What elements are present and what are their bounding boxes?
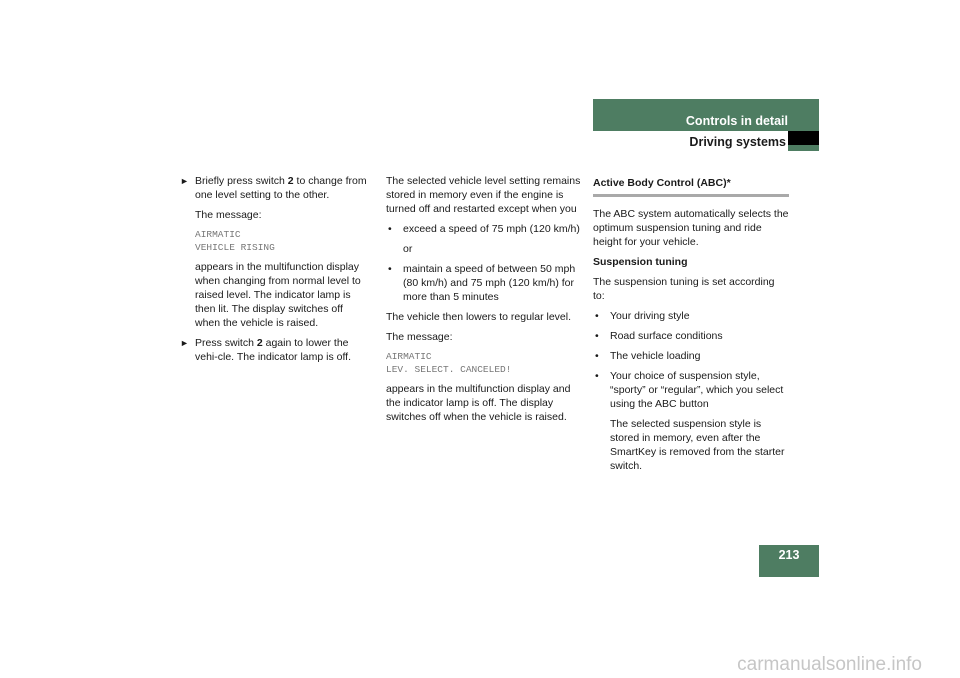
body-paragraph: The vehicle then lowers to regular level.: [386, 311, 572, 323]
bullet-item: • maintain a speed of between 50 mph (80 km/h) and 75 mph (120 km/h) for more than 5 minutes: [388, 263, 576, 303]
message-label: The message:: [386, 331, 453, 343]
bullet-icon: •: [595, 330, 599, 342]
body-paragraph: The selected vehicle level setting remains stored in memory even if the engine is turned off and restarted except when you: [386, 175, 581, 215]
section-title: Controls in detail: [685, 114, 788, 128]
bullet-icon: •: [595, 370, 599, 382]
bullet-icon: •: [388, 223, 392, 235]
body-paragraph: The selected suspension style is stored in memory, even after the SmartKey is removed from the starter switch.: [610, 418, 785, 472]
column-2: [386, 174, 582, 430]
message-label: The message:: [195, 209, 262, 221]
header-marker: [788, 131, 819, 145]
body-paragraph: The ABC system automatically selects the optimum suspension tuning and ride height for your vehicle.: [593, 208, 789, 248]
display-message: AIRMATIC LEV. SELECT. CANCELED!: [386, 351, 512, 375]
arrow-icon: ►: [180, 176, 189, 186]
bullet-item: • exceed a speed of 75 mph (120 km/h): [388, 223, 580, 235]
display-message: AIRMATIC VEHICLE RISING: [195, 229, 275, 253]
bullet-item: • Road surface conditions: [595, 330, 723, 342]
arrow-icon: ►: [180, 338, 189, 348]
bullet-item: • Your choice of suspension style, “sporty” or “regular”, which you select using the ABC button: [595, 370, 784, 410]
bullet-icon: •: [595, 310, 599, 322]
section-heading: Active Body Control (ABC)*: [593, 176, 789, 197]
step-2: ► Press switch 2 again to lower the vehi-cle. The indicator lamp is off.: [180, 337, 352, 363]
body-paragraph: appears in the multifunction display and the indicator lamp is off. The display switches off when the vehicle is raised.: [386, 383, 571, 423]
column-1: [178, 174, 368, 370]
subsection-title: Driving systems: [593, 131, 788, 151]
body-paragraph: appears in the multifunction display when changing from normal level to raised level. The indicator lamp is then lit. The display switches off when the vehicle is raised.: [195, 261, 361, 329]
bullet-item: • The vehicle loading: [595, 350, 701, 362]
step-1: ► Briefly press switch 2 to change from one level setting to the other.: [180, 175, 367, 201]
bullet-icon: •: [388, 263, 392, 275]
column-3: [593, 174, 789, 479]
subheading: Suspension tuning: [593, 256, 688, 268]
watermark: carmanualsonline.info: [737, 654, 922, 675]
or-text: or: [403, 243, 413, 255]
bullet-icon: •: [595, 350, 599, 362]
page-header: [593, 99, 819, 151]
body-paragraph: The suspension tuning is set according to:: [593, 276, 775, 302]
bullet-item: • Your driving style: [595, 310, 690, 322]
page-number: 213: [759, 545, 819, 577]
